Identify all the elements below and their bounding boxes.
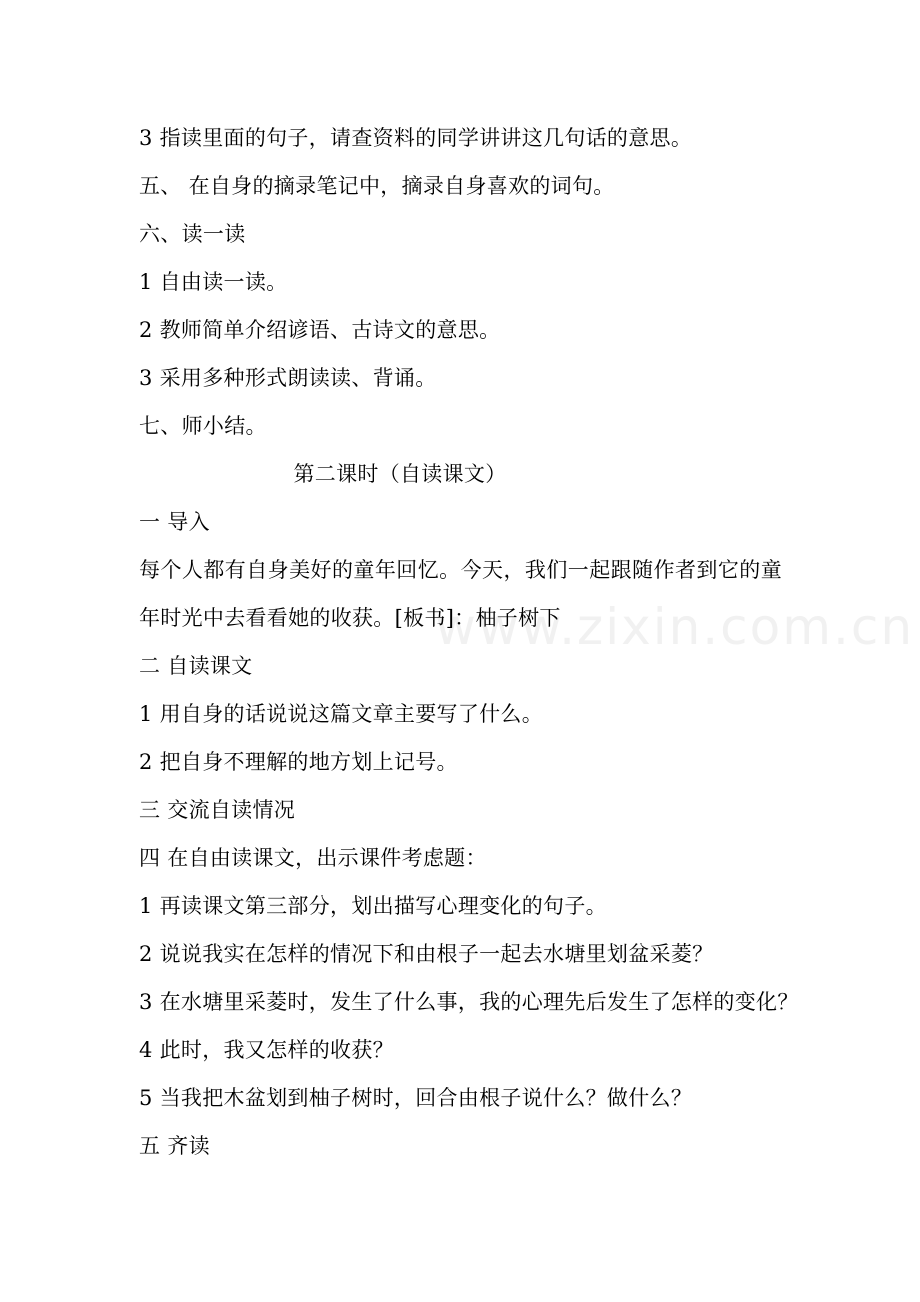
section-heading-3: 三 交流自读情况 xyxy=(139,798,296,822)
section-heading-6: 六、读一读 xyxy=(139,222,246,246)
section-heading-2: 二 自读课文 xyxy=(139,654,253,678)
lesson-title: 第二课时（自读课文） xyxy=(293,462,507,486)
paragraph-line: 年时光中去看看她的收获。[板书]：柚子树下 xyxy=(139,606,561,630)
list-item: 3 在水塘里采菱时，发生了什么事，我的心理先后发生了怎样的变化？ xyxy=(139,990,799,1014)
list-item: 2 把自身不理解的地方划上记号。 xyxy=(139,750,458,774)
section-heading-7: 七、师小结。 xyxy=(139,414,267,438)
paragraph-line: 每个人都有自身美好的童年回忆。今天，我们一起跟随作者到它的童 xyxy=(139,558,782,582)
list-item: 2 说说我实在怎样的情况下和由根子一起去水塘里划盆采菱？ xyxy=(139,942,714,966)
section-heading-4: 四 在自由读课文，出示课件考虑题： xyxy=(139,846,487,870)
list-item: 1 用自身的话说说这篇文章主要写了什么。 xyxy=(139,702,544,726)
section-heading-1: 一 导入 xyxy=(139,510,210,534)
list-item: 1 再读课文第三部分，划出描写心理变化的句子。 xyxy=(139,894,607,918)
list-item: 3 采用多种形式朗读读、背诵。 xyxy=(139,366,437,390)
watermark: www.zixin.com.cn xyxy=(435,598,915,656)
list-item: 2 教师简单介绍谚语、古诗文的意思。 xyxy=(139,318,501,342)
section-heading-5: 五、 在自身的摘录笔记中，摘录自身喜欢的词句。 xyxy=(139,174,615,198)
section-heading-5b: 五 齐读 xyxy=(139,1134,210,1158)
list-item: 5 当我把木盆划到柚子树时，回合由根子说什么？做什么？ xyxy=(139,1086,693,1110)
list-item: 4 此时，我又怎样的收获？ xyxy=(139,1038,394,1062)
list-item: 1 自由读一读。 xyxy=(139,270,288,294)
text-line-reading-sentences: 3 指读里面的句子，请查资料的同学讲讲这几句话的意思。 xyxy=(139,126,693,150)
